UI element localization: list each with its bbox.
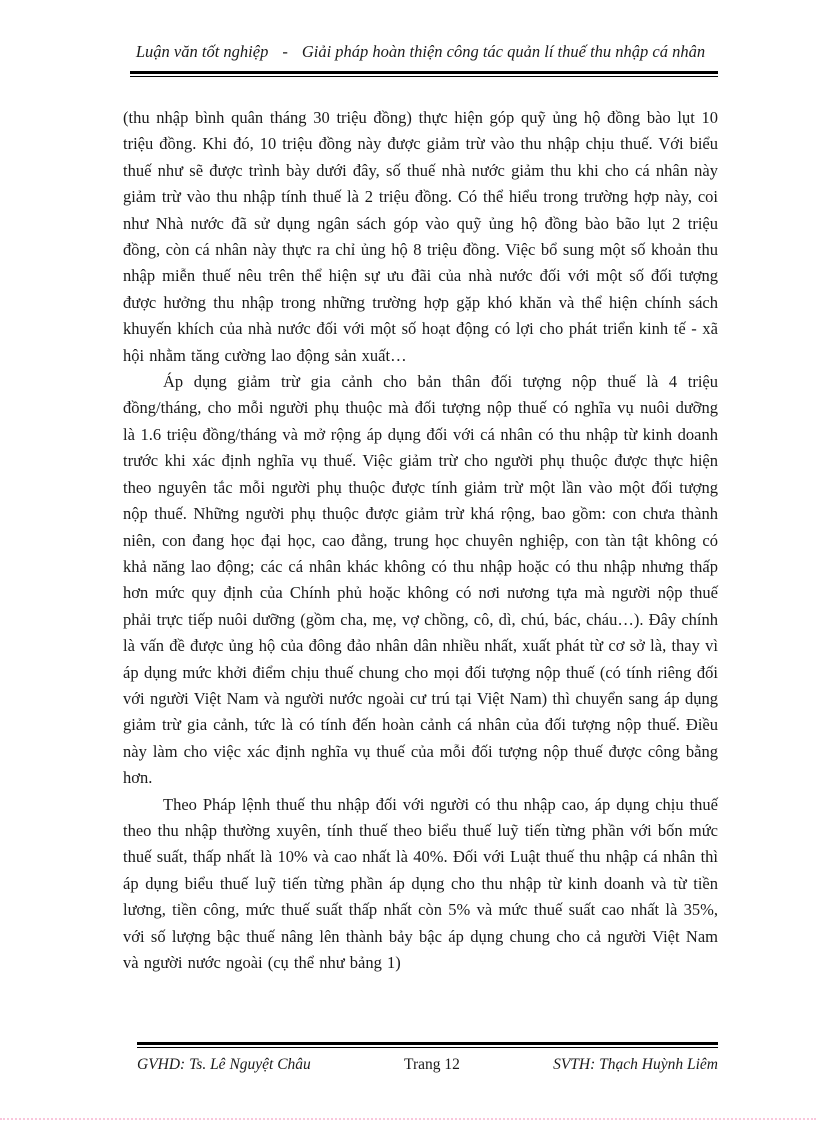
paragraph: (thu nhập bình quân tháng 30 triệu đồng) thực hiện góp quỹ ủng hộ đồng bào lụt 10 triệu đồng. Khi đó, 10 triệu đồng này được giảm trừ vào thu nhập chịu thuế. Với biểu thuế như sẽ được trình bày dưới đây, số thuế nhà nước giảm thu khi cho cá nhân này giảm trừ vào thu nhập tính thuế là 2 triệu đồng. Có thể hiểu trong trường hợp này, coi như Nhà nước đã sử dụng ngân sách góp vào quỹ ủng hộ đồng bào bão lụt 2 triệu đồng, còn cá nhân này thực ra chỉ ủng hộ 8 triệu đồng. Việc bổ sung một số khoản thu nhập miễn thuế nêu trên thể hiện sự ưu đãi của nhà nước đối với một số đối tượng được hưởng thu nhập trong những trường hợp gặp khó khăn và thể hiện chính sách khuyến khích của nhà nước đối với một số hoạt động có lợi cho phát triển kinh tế - xã hội nhằm tăng cường lao động sản xuất… [123,108,718,365]
header-separator: - [282,42,288,61]
footer-student: SVTH: Thạch Huỳnh Liêm [553,1056,718,1073]
footer-rule [137,1042,718,1048]
page-boundary-dotted-line [0,1118,816,1120]
footer-page-number: Trang 12 [404,1056,460,1073]
page-footer [137,1056,718,1074]
page-header [123,42,718,62]
header-course-label: Luận văn tốt nghiệp [135,42,269,61]
body-text [123,105,718,976]
paragraph: Theo Pháp lệnh thuế thu nhập đối với người có thu nhập cao, áp dụng chịu thuế theo thu nhập thường xuyên, tính thuế theo biểu thuế luỹ tiến từng phần với bốn mức thuế suất, thấp nhất là 10% và cao nhất là 40%. Đối với Luật thuế thu nhập cá nhân thì áp dụng biểu thuế luỹ tiến từng phần áp dụng cho thu nhập từ kinh doanh và từ tiền lương, tiền công, mức thuế suất thấp nhất còn 5% và mức thuế suất cao nhất là 35%, với số lượng bậc thuế nâng lên thành bảy bậc áp dụng chung cho cả người Việt Nam và người nước ngoài (cụ thể như bảng 1) [123,794,718,972]
header-rule [130,71,718,77]
paragraph: Áp dụng giảm trừ gia cảnh cho bản thân đối tượng nộp thuế là 4 triệu đồng/tháng, cho mỗi người phụ thuộc mà đối tượng nộp thuế có nghĩa vụ nuôi dưỡng là 1.6 triệu đồng/tháng và mở rộng áp dụng đối với cá nhân có thu nhập từ kinh doanh trước khi xác định nghĩa vụ thuế. Việc giảm trừ cho người phụ thuộc được thực hiện theo nguyên tắc mỗi người phụ thuộc được tính giảm trừ một lần vào một đối tượng nộp thuế. Những người phụ thuộc được giảm trừ khá rộng, bao gồm: con chưa thành niên, con đang học đại học, cao đẳng, trung học chuyên nghiệp, con tàn tật không có khả năng lao động; các cá nhân khác không có thu nhập hoặc có thu nhập nhưng thấp hơn mức quy định của Chính phủ hoặc không có nơi nương tựa mà người nộp thuế phải trực tiếp nuôi dưỡng (gồm cha, mẹ, vợ chồng, cô, dì, chú, bác, cháu…). Đây chính là vấn đề được ủng hộ của đông đảo nhân dân nhiều nhất, xuất phát từ cơ sở là, thay vì áp dụng mức khởi điểm chịu thuế chung cho mọi đối tượng nộp thuế (có tính riêng đối với người Việt Nam và người nước ngoài cư trú tại Việt Nam) thì chuyển sang áp dụng giảm trừ gia cảnh, tức là có tính đến hoàn cảnh cá nhân của đối tượng nộp thuế. Điều này làm cho việc xác định nghĩa vụ thuế của mỗi đối tượng nộp thuế được công bằng hơn. [123,372,718,788]
footer-advisor: GVHD: Ts. Lê Nguyệt Châu [137,1056,311,1073]
header-thesis-title: Giải pháp hoàn thiện công tác quản lí thuế thu nhập cá nhân [301,42,706,61]
